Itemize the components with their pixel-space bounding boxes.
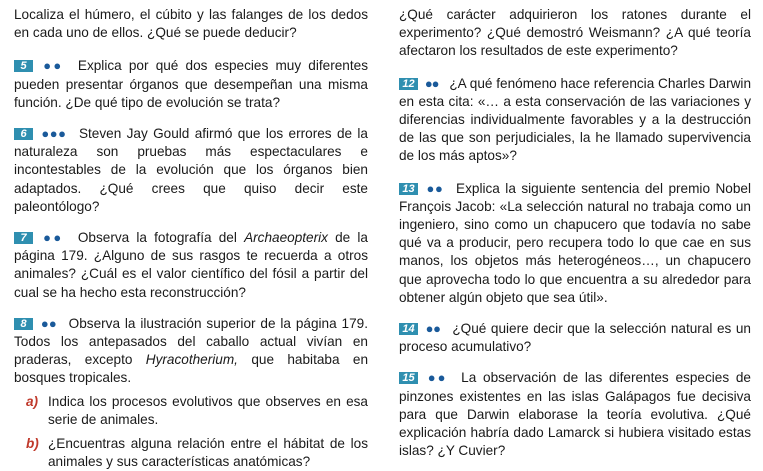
question-text: de la página 179. ¿Alguno de sus rasgos te recuerda a otros animales? ¿Cuál es el valor científico del fósil a partir del cual se ha hecho esta reconstrucción?	[14, 230, 368, 300]
difficulty-dots: ●●	[43, 58, 64, 74]
question-number: 7	[14, 232, 33, 244]
question-number: 12	[399, 78, 418, 90]
species-name: Hyracotherium,	[145, 352, 238, 368]
question-text: La observación de las diferentes especies de pinzones existentes en las islas Galápagos fue decisiva para que Darwin elaborase la teoría evolutiva. ¿Qué explicación habría dado Lamarck si hubiera visitado estas islas? ¿Y Cuvier?	[399, 370, 751, 459]
question-12	[399, 75, 751, 166]
question-14	[399, 320, 751, 356]
question-number: 15	[399, 372, 418, 384]
question-number: 13	[399, 183, 418, 195]
right-column	[399, 6, 751, 460]
question-13	[399, 180, 751, 307]
difficulty-dots: ●●●	[41, 126, 67, 142]
difficulty-dots: ●●	[425, 321, 441, 337]
difficulty-dots: ●●	[40, 315, 57, 331]
question-8	[14, 315, 368, 388]
difficulty-dots: ●●	[424, 75, 439, 91]
intro-text-left: Localiza el húmero, el cúbito y las falanges de los dedos en cada uno de ellos. ¿Qué se puede deducir?	[14, 7, 368, 41]
question-text: Steven Jay Gould afirmó que los errores de la naturaleza son pruebas más espectaculares e incontestables de la evolución que los órganos bien adaptados. ¿Qué crees que quiso decir este paleontólogo?	[14, 126, 368, 214]
question-text: que habitaba en bosques tropicales.	[14, 352, 369, 386]
question-text: Explica la siguiente sentencia del premio Nobel François Jacob: «La selección natural no trabaja como un ingeniero, sino como un chapucero que todavía no sabe qué va a producir, pero recupera todo lo que cae en sus manos, los objetos más heterogéneos…, un chapucero que aprovecha todo lo que encuentra a su alrededor para obtener algún objeto que sea útil».	[399, 180, 751, 305]
question-number: 8	[14, 318, 33, 330]
question-6	[14, 125, 368, 216]
difficulty-dots: ●●	[427, 370, 448, 386]
question-7	[14, 229, 368, 302]
question-number: 5	[14, 60, 33, 72]
question-text: Explica por qué dos especies muy diferentes pueden presentar órganos que desempeñan una misma función. ¿De qué tipo de evolución se trata?	[14, 58, 369, 110]
question-15	[399, 369, 751, 460]
question-8b	[14, 435, 368, 471]
intro-text-right: ¿Qué carácter adquirieron los ratones durante el experimento? ¿Qué demostró Weismann? ¿A qué teoría afectaron los resultados de este experimento?	[399, 7, 751, 59]
species-name: Archaeopterix	[244, 230, 328, 246]
question-5	[14, 57, 368, 112]
subquestion-text: ¿Encuentras alguna relación entre el hábitat de los animales y sus características anatómicas?	[48, 436, 368, 470]
question-text: ¿Qué quiere decir que la selección natural es un proceso acumulativo?	[399, 321, 751, 355]
question-text: ¿A qué fenómeno hace referencia Charles Darwin en esta cita: «… a esta conservación de las variaciones y diferencias individualmente favorables y a la destrucción de las que son perjudiciales, la he llamado supervivencia de los más aptos»?	[399, 75, 751, 164]
left-column	[14, 6, 368, 471]
question-number: 6	[14, 128, 33, 140]
difficulty-dots: ●●	[426, 180, 444, 196]
question-number: 14	[399, 323, 418, 335]
question-8a	[14, 393, 368, 429]
subquestion-text: Indica los procesos evolutivos que observes en esa serie de animales.	[48, 393, 368, 427]
subquestion-label: a)	[26, 393, 39, 409]
subquestion-label: b)	[26, 436, 39, 452]
difficulty-dots: ●●	[43, 230, 64, 246]
question-text: Observa la fotografía del	[77, 230, 245, 246]
question-text: Observa la ilustración superior de la página 179. Todos los antepasados del caballo actual vivían en praderas, excepto	[14, 315, 368, 368]
